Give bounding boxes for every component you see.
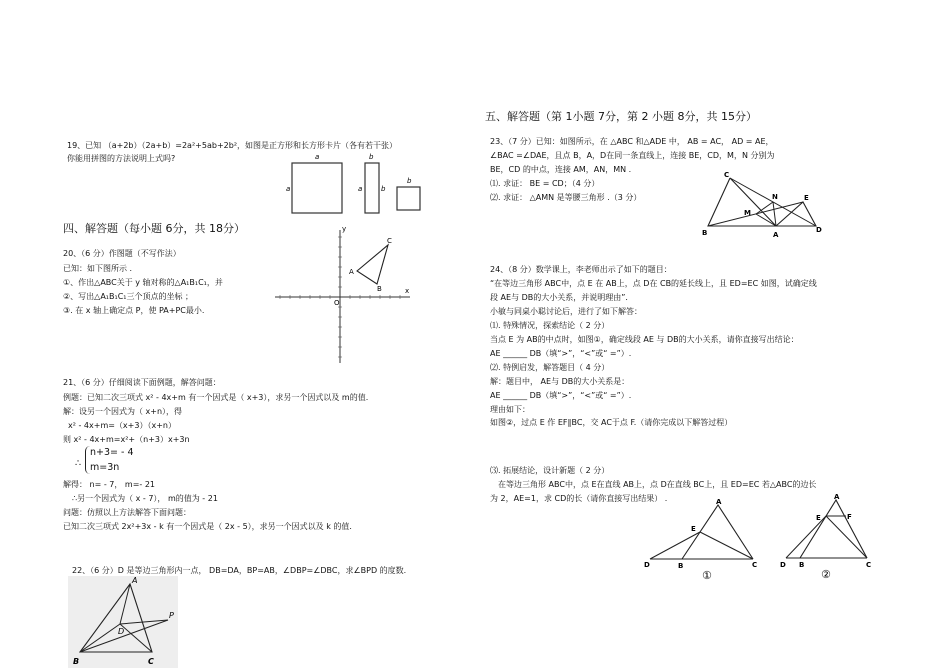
card-label: a [286, 185, 291, 193]
point-b-label: B [73, 657, 80, 666]
figure-1-caption: ① [702, 569, 712, 582]
q21-solution-5: ∴另一个因式为（ x - 7）， m的值为 - 21 [72, 494, 218, 503]
point-c-label: C [148, 657, 154, 666]
q24-part1: ⑴. 特殊情况，探索结论（ 2 分） [490, 321, 610, 330]
point-a-label: A [716, 498, 722, 506]
q24-part3-b: 为 2，AE=1，求 CD的长（请你直接写出结果） . [490, 494, 668, 503]
q24-figure-2 [778, 492, 878, 582]
square-b-card [397, 187, 420, 210]
q24-quote-line2: 段 AE与 DB的大小关系，并说明理由”． [490, 293, 634, 302]
q22-figure [68, 576, 178, 668]
q24-quote-line1: “在等边三角形 ABC中，点 E 在 AB上，点 D在 CB的延长线上，且 ED=EC 如图，试确定线 [490, 279, 817, 288]
q19-line1: 19、已知 （a+2b）（2a+b）=2a²+5ab+2b²，如图是正方形和长方形卡片（各有若干张） [67, 141, 398, 150]
q24-part3-a: 在等边三角形 ABC中，点 E在直线 AB上，点 D在直线 BC上，且 ED=EC 若△ABC的边长 [498, 480, 817, 489]
q24-part1-a: 当点 E 为 AB的中点时，如图①，确定线段 AE 与 DB的大小关系，请你直接写出结论： [490, 335, 799, 344]
segment-ec [700, 532, 753, 559]
y-axis-label: y [342, 225, 347, 233]
x-axis-label: x [405, 287, 410, 295]
segment-de [786, 516, 826, 558]
q23-item2: ⑵. 求证： △AMN 是等腰三角形 .（3 分） [490, 193, 642, 202]
card-label: a [358, 185, 363, 193]
point-a-label: A [349, 268, 354, 276]
q19-cards-figure [280, 150, 430, 220]
point-c-label: C [752, 561, 758, 569]
q21-solution-4: 解得： n= - 7， m=- 21 [63, 480, 156, 489]
section-5-heading: 五、解答题（第 1小题 7分，第 2 小题 8分，共 15分） [485, 110, 757, 123]
q20-item1: ①、作出△ABC关于 y 轴对称的△A₁B₁C₁，并 [63, 278, 223, 287]
card-label: a [315, 153, 320, 161]
q21-therefore: ∴ [75, 458, 82, 469]
card-label: b [407, 177, 412, 185]
q23-figure [700, 170, 830, 238]
q21-system-eq2: m=3n [90, 462, 120, 473]
point-a-label: A [773, 231, 779, 239]
q21-example: 例题：已知二次三项式 x² - 4x+m 有一个因式是（ x+3），求另一个因式以及 m的值. [63, 393, 369, 402]
rect-ab-card [365, 163, 379, 213]
point-n-label: N [772, 193, 778, 201]
q21-solution-1: 解：设另一个因式为（ x+n），得 [63, 407, 183, 416]
q21-solution-3: 则 x² - 4x+m=x²+（n+3）x+3n [63, 435, 190, 444]
card-label: b [369, 153, 374, 161]
q24-discussion: 小敏与同桌小聪讨论后，进行了如下解答： [490, 307, 642, 316]
q24-figure-1 [640, 497, 765, 582]
q23-line3: BE，CD 的中点，连接 AM，AN，MN . [490, 165, 632, 174]
q21-title: 21、（6 分）仔细阅读下面例题，解答问题： [63, 378, 221, 387]
point-e-label: E [804, 194, 809, 202]
point-p-label: P [169, 611, 174, 620]
q20-item2: ②、写出△A₁B₁C₁三个顶点的坐标 ； [63, 292, 194, 301]
point-b-label: B [678, 562, 684, 570]
q21-solution-2: x² - 4x+m=（x+3）（x+n） [68, 421, 176, 430]
point-c-label: C [387, 237, 392, 245]
q24-part2-c: 理由如下： [490, 405, 530, 414]
point-m-label: M [744, 209, 751, 217]
q20-title: 20、（6 分）作图题（不写作法） [63, 249, 181, 258]
q20-item3: ③. 在 x 轴上确定点 P，使 PA+PC最小. [63, 306, 205, 315]
q21-problem-text: 已知二次三项式 2x²+3x - k 有一个因式是（ 2x - 5），求另一个因式以及 k 的值. [63, 522, 352, 531]
origin-label: O [334, 299, 340, 307]
figure-2-caption: ② [821, 568, 831, 581]
segment-ec [826, 516, 867, 558]
point-a-label: A [834, 493, 840, 501]
point-e-label: E [816, 514, 821, 522]
point-e-label: E [691, 525, 696, 533]
triangle-abc [357, 245, 388, 284]
point-d-label: D [118, 627, 125, 636]
q24-part2-b: AE ______ DB（填“>”，“<”或“ =”）. [490, 391, 632, 400]
segment-an [773, 202, 776, 226]
q24-part3: ⑶. 拓展结论，设计新题（ 2 分） [490, 466, 610, 475]
q24-title: 24、（8 分）数学课上，李老师出示了如下的题目： [490, 265, 672, 274]
point-c-label: C [724, 171, 730, 179]
point-d-label: D [644, 561, 650, 569]
point-a-label: A [132, 576, 138, 585]
q23-item1: ⑴. 求证： BE = CD；（4 分） [490, 179, 600, 188]
square-a-card [292, 163, 342, 213]
q20-coordinate-plane [275, 225, 415, 365]
q19-line2: 你能用拼图的方法说明上式吗? [67, 154, 176, 163]
point-b-label: B [702, 229, 708, 237]
q24-part2: ⑵. 特例启发，解答题目（ 4 分） [490, 363, 610, 372]
point-f-label: F [847, 513, 852, 521]
q24-part1-b: AE ______ DB（填“>”，“<”或“ =”）. [490, 349, 632, 358]
point-d-label: D [816, 226, 822, 234]
triangle-abc-sides [800, 500, 867, 558]
point-d-label: D [780, 561, 786, 569]
point-b-label: B [799, 561, 805, 569]
card-label: b [381, 185, 386, 193]
q21-problem: 问题：仿照以上方法解答下面问题： [63, 508, 191, 517]
q24-part2-d: 如图②，过点 E 作 EF∥BC，交 AC于点 F.（请你完成以下解答过程） [490, 418, 733, 427]
q22-title: 22、（6 分）D 是等边三角形内一点， DB=DA，BP=AB，∠DBP=∠DBC，求∠BPD 的度数. [72, 566, 407, 575]
q23-line1: 23、（7 分）已知：如图所示，在 △ABC 和△ADE 中， AB = AC， AD = AE， [490, 137, 774, 146]
point-c-label: C [866, 561, 872, 569]
q23-line2: ∠BAC =∠DAE，且点 B，A，D在同一条直线上，连接 BE，CD，M，N 分别为 [490, 151, 775, 160]
segment-de [650, 532, 700, 559]
q20-given: 已知：如下图所示 . [63, 264, 133, 273]
section-4-heading: 四、解答题（每小题 6分，共 18分） [63, 222, 245, 235]
point-b-label: B [377, 285, 382, 293]
q24-part2-a: 解：题目中， AE与 DB的大小关系是： [490, 377, 630, 386]
q21-system-eq1: n+3= - 4 [90, 447, 134, 458]
